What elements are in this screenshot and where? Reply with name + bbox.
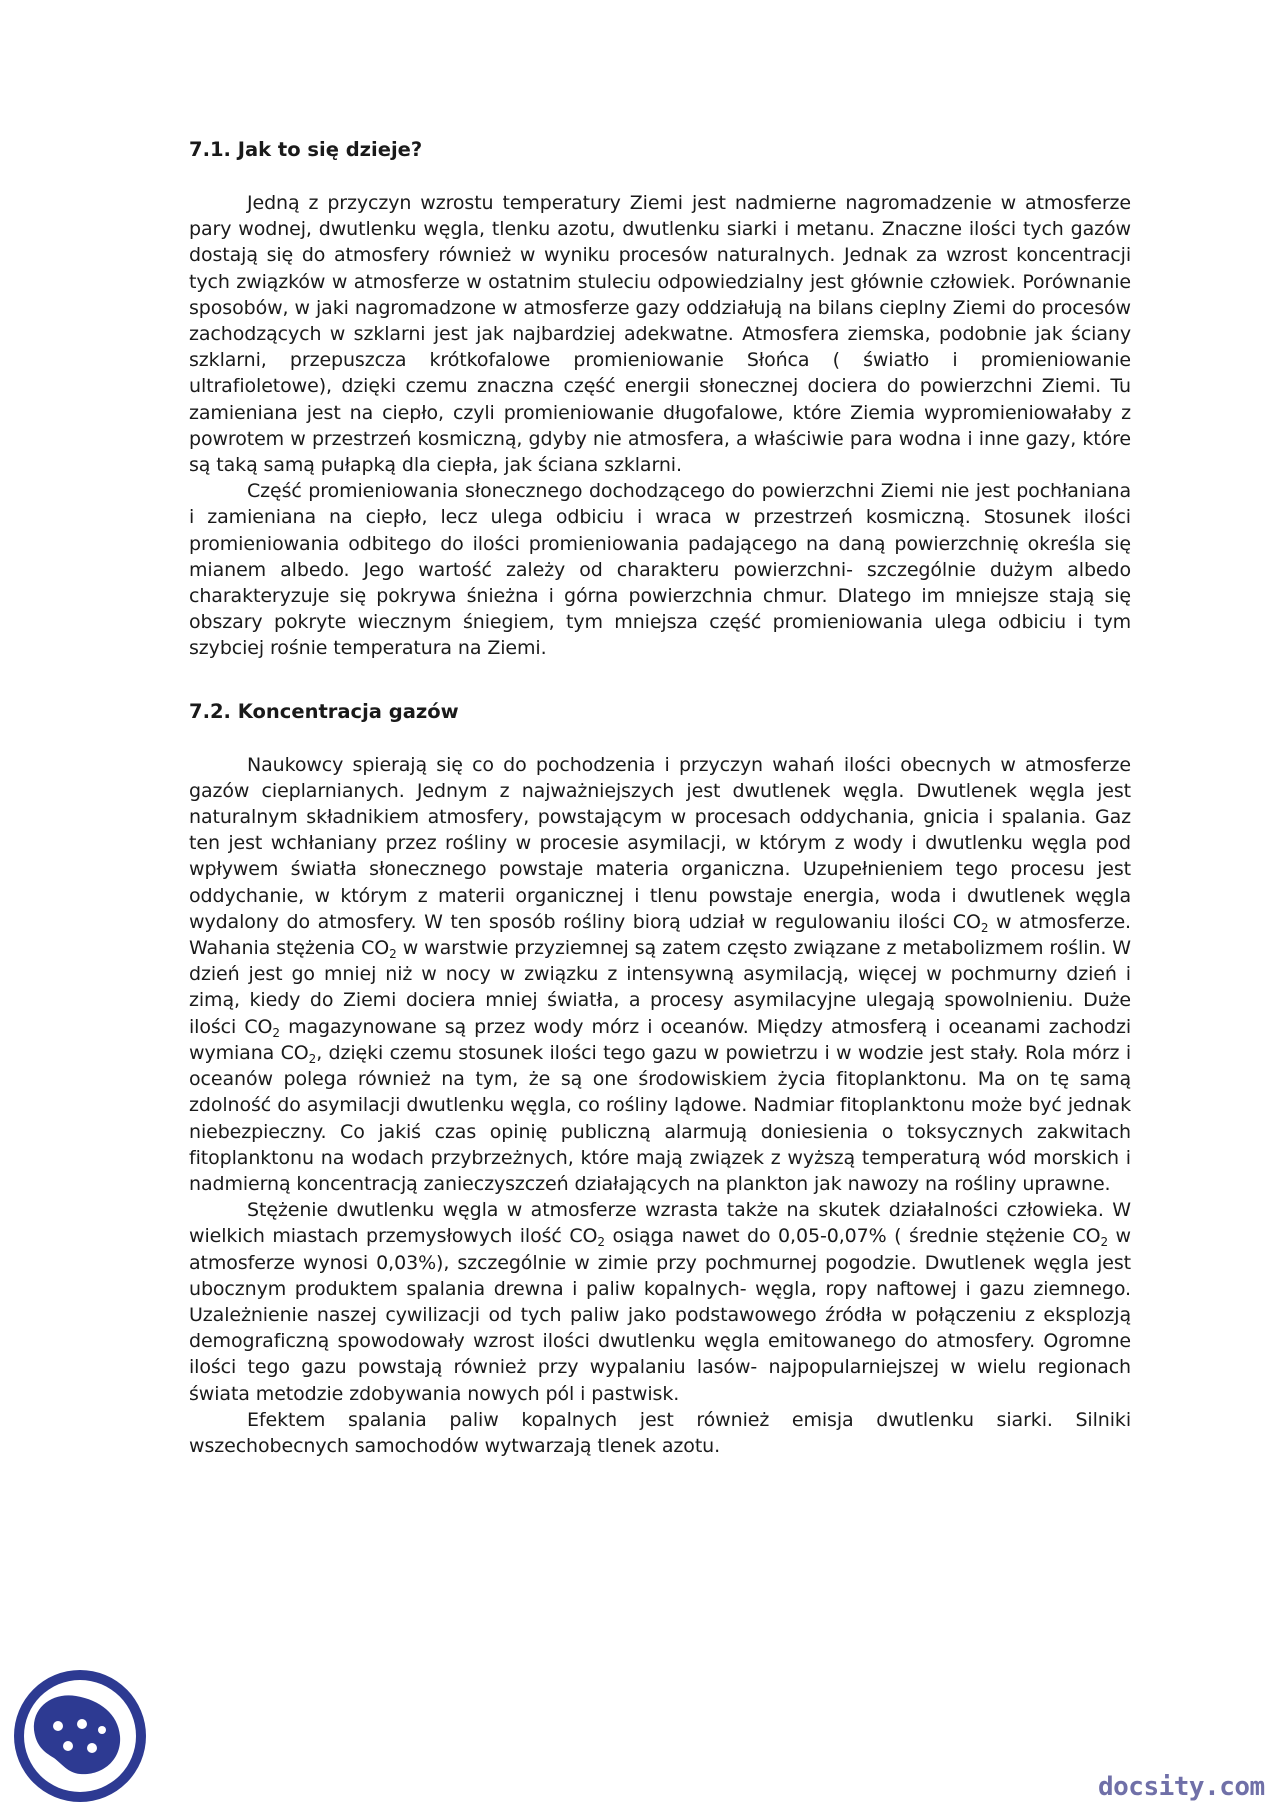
text-run: magazynowane są przez wody mórz i oceanów. Między atmosferą i oceanami zachodzi wymiana CO	[189, 1015, 1132, 1064]
subscript: 2	[272, 1025, 280, 1040]
paragraph	[189, 1197, 1131, 1407]
text-run: osiąga nawet do 0,05-0,07% ( średnie stężenie CO	[604, 1225, 1101, 1248]
subscript: 2	[389, 947, 397, 962]
docsity-logo-icon[interactable]	[10, 1666, 150, 1806]
document-page	[189, 136, 1131, 1459]
subscript: 2	[980, 920, 989, 935]
paragraph	[189, 752, 1131, 1197]
watermark[interactable]: docsity.com	[1098, 1772, 1265, 1802]
paragraph: Jedną z przyczyn wzrostu temperatury Ziemi jest nadmierne nagromadzenie w atmosferze pary wodnej, dwutlenku węgla, tlenku azotu, dwutlenku siarki i metanu. Znaczne ilości tych gazów dostają się do atmosfery również w wyniku procesów naturalnych. Jednak za wzrost koncentracji tych związków w atmosferze w ostatnim stuleciu odpowiedzialny jest głównie człowiek. Porównanie sposobów, w jaki nagromadzone w atmosferze gazy oddziałują na bilans cieplny Ziemi do procesów zachodzących w szklarni jest jak najbardziej adekwatne. Atmosfera ziemska, podobnie jak ściany szklarni, przepuszcza krótkofalowe promieniowanie Słońca ( światło i promieniowanie ultrafioletowe), dzięki czemu znaczna część energii słonecznej dociera do powierzchni Ziemi. Tu zamieniana jest na ciepło, czyli promieniowanie długofalowe, które Ziemia wypromieniowałaby z powrotem w przestrzeń kosmiczną, gdyby nie atmosfera, a właściwie para wodna i inne gazy, które są taką samą pułapką dla ciepła, jak ściana szklarni.	[189, 192, 1131, 477]
text-run: Stężenie dwutlenku węgla w atmosferze wzrasta także na skutek działalności człowieka. W wielkich miastach przemysłowych ilość CO	[189, 1199, 1131, 1248]
section-heading: 7.2. Koncentracja gazów	[189, 699, 459, 723]
text-run: w warstwie przyziemnej są zatem często związane z metabolizmem roślin. W dzień jest go mniej niż w nocy w związku z intensywną asymilacją, więcej w pochmurny dzień i zimą, kiedy do Ziemi dociera mniej światła, a procesy asymilacyjne ulegają spowolnieniu. Duże ilości CO	[189, 937, 1131, 1038]
text-run: Naukowcy spierają się co do pochodzenia i przyczyn wahań ilości obecnych w atmosferze gazów cieplarnianych. Jednym z najważniejszych jest dwutlenek węgla. Dwutlenek węgla jest naturalnym składnikiem atmosfery, powstającym w procesach oddychania, gnicia i spalania. Gaz ten jest wchłaniany przez rośliny w procesie asymilacji, w którym z wody i dwutlenku węgla pod wpływem światła słonecznego powstaje materia organiczna. Uzupełnieniem tego procesu jest oddychanie, w którym z materii organicznej i tlenu powstaje energia, woda i dwutlenek węgla wydalony do atmosfery. W ten sposób rośliny biorą udział w regulowaniu ilości CO	[189, 753, 1131, 933]
text-run: w atmosferze wynosi 0,03%), szczególnie w zimie przy pochmurnej pogodzie. Dwutlenek węgla jest ubocznym produktem spalania drewna i paliw kopalnych- węgla, ropy naftowej i gazu ziemnego. Uzależnienie naszej cywilizacji od tych paliw jako podstawowego źródła w połączeniu z eksplozją demograficzną spowodowały wzrost ilości dwutlenku węgla emitowanego do atmosfery. Ogromne ilości tego gazu powstają również przy wypalaniu lasów- najpopularniejszej w wielu regionach świata metodzie zdobywania nowych pól i pastwisk.	[189, 1225, 1131, 1405]
subscript: 2	[1100, 1235, 1108, 1250]
text-run: , dzięki czemu stosunek ilości tego gazu w powietrzu i w wodzie jest stały. Rola mórz i oceanów polega również na tym, że są one środowiskiem życia fitoplanktonu. Ma on tę samą zdolność do asymilacji dwutlenku węgla, co rośliny lądowe. Nadmiar fitoplanktonu może być jednak niebezpieczny. Co jakiś czas opinię publiczną alarmują doniesienia o toksycznych zakwitach fitoplanktonu na wodach przybrzeżnych, które mają związek z wyższą temperaturą wód morskich i nadmierną koncentracją zanieczyszczeń działających na plankton jak nawozy na rośliny uprawne.	[189, 1041, 1131, 1195]
paragraph: Efektem spalania paliw kopalnych jest również emisja dwutlenku siarki. Silniki wszechobecnych samochodów wytwarzają tlenek azotu.	[189, 1408, 1131, 1457]
subscript: 2	[597, 1235, 605, 1250]
subscript: 2	[308, 1051, 317, 1066]
section-heading: 7.1. Jak to się dzieje?	[189, 138, 423, 161]
paragraph: Część promieniowania słonecznego dochodzącego do powierzchni Ziemi nie jest pochłaniana i zamieniana na ciepło, lecz ulega odbiciu i wraca w przestrzeń kosmiczną. Stosunek ilości promieniowania odbitego do ilości promieniowania padającego na daną powierzchnię określa się mianem albedo. Jego wartość zależy od charakteru powierzchni- szczególnie dużym albedo charakteryzuje się pokrywa śnieżna i górna powierzchnia chmur. Dlatego im mniejsze stają się obszary pokryte wiecznym śniegiem, tym mniejsza część promieniowania ulega odbiciu i tym szybciej rośnie temperatura na Ziemi.	[189, 480, 1131, 660]
text-run: w atmosferze. Wahania stężenia CO	[189, 910, 1131, 960]
